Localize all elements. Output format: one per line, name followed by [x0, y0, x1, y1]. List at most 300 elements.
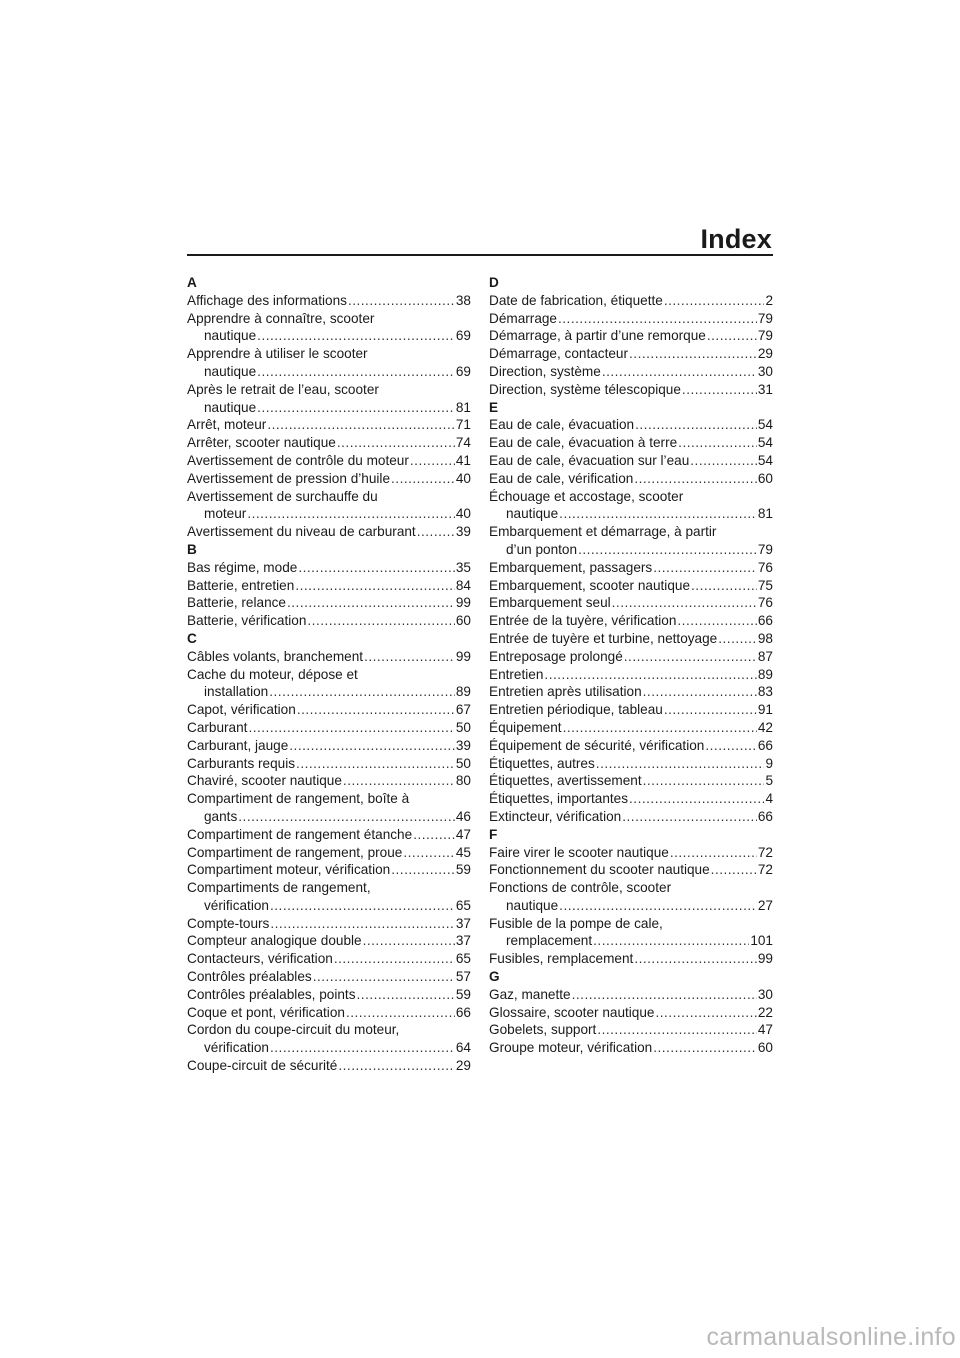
- index-page-number: 37: [455, 933, 471, 949]
- dot-leader: [343, 772, 455, 790]
- dot-leader: [248, 719, 454, 737]
- index-entry: [489, 594, 773, 612]
- index-entry-text: installation: [204, 684, 269, 700]
- index-entry: [489, 986, 773, 1004]
- index-entry-text: nautique: [506, 897, 559, 913]
- index-entry-text: Équipement: [489, 719, 562, 735]
- index-entry-text: Gaz, manette: [489, 986, 571, 1002]
- index-page-number: 81: [455, 399, 471, 415]
- index-entry: [489, 861, 773, 879]
- index-page-number: 67: [455, 702, 471, 718]
- index-page-number: 40: [455, 470, 471, 486]
- dot-leader: [348, 292, 455, 310]
- index-page-number: 39: [455, 524, 471, 540]
- index-entry-text: nautique: [204, 363, 257, 379]
- index-entry-text: Embarquement, passagers: [489, 559, 653, 575]
- index-page-number: 101: [750, 933, 773, 949]
- dot-leader: [682, 381, 757, 399]
- index-entry-text: Câbles volants, branchement: [187, 648, 364, 664]
- index-letter-heading: G: [489, 969, 500, 985]
- index-entry: [489, 470, 773, 488]
- index-entry-text: Étiquettes, autres: [489, 755, 595, 771]
- index-entry: [489, 612, 773, 630]
- index-entry-text: Carburant, jauge: [187, 737, 289, 753]
- dot-leader: [643, 772, 765, 790]
- index-page-number: 46: [455, 808, 471, 824]
- index-entry: [489, 719, 773, 737]
- index-page-number: 54: [757, 417, 773, 433]
- index-entry-text: Direction, système: [489, 363, 601, 379]
- index-entry: [187, 523, 471, 541]
- index-entry: [187, 737, 471, 755]
- index-page-number: 99: [455, 648, 471, 664]
- dot-leader: [622, 808, 757, 826]
- dot-leader: [410, 452, 455, 470]
- dot-leader: [559, 897, 757, 915]
- index-entry-text: Glossaire, scooter nautique: [489, 1004, 655, 1020]
- index-entry: [489, 1039, 773, 1057]
- dot-leader: [337, 434, 455, 452]
- index-letter-heading: E: [489, 399, 499, 415]
- index-entry-text: Batterie, vérification: [187, 613, 307, 629]
- dot-leader: [629, 345, 757, 363]
- index-entry: [489, 950, 773, 968]
- index-entry: [187, 879, 471, 915]
- index-entry-text: Capot, vérification: [187, 702, 296, 718]
- index-entry: [187, 1021, 471, 1057]
- index-entry-text: Fonctionnement du scooter nautique: [489, 862, 710, 878]
- index-entry-text: Affichage des informations: [187, 292, 347, 308]
- index-entry: [187, 452, 471, 470]
- dot-leader: [391, 861, 455, 879]
- dot-leader: [707, 327, 757, 345]
- index-page-number: 74: [455, 435, 471, 451]
- dot-leader: [338, 1057, 455, 1075]
- index-page-number: 42: [757, 719, 773, 735]
- index-page-number: 2: [765, 292, 773, 308]
- index-page-number: 60: [757, 1040, 773, 1056]
- index-entry-text: gants: [204, 808, 238, 824]
- index-entry-text: Direction, système télescopique: [489, 381, 681, 397]
- index-entry-text: nautique: [204, 399, 257, 415]
- index-entry-text: Cordon du coupe-circuit du moteur,: [187, 1022, 400, 1038]
- index-entry: [489, 772, 773, 790]
- index-entry: [187, 310, 471, 346]
- index-page-number: 37: [455, 915, 471, 931]
- index-page-number: 65: [455, 897, 471, 913]
- dot-leader: [413, 826, 455, 844]
- index-entry: [187, 612, 471, 630]
- index-entry-text: Compartiment de rangement étanche: [187, 826, 413, 842]
- index-page-number: 99: [757, 951, 773, 967]
- dot-leader: [270, 1039, 455, 1057]
- index-entry-text: Entretien: [489, 666, 544, 682]
- index-entry-text: Cache du moteur, dépose et: [187, 666, 358, 682]
- dot-leader: [670, 844, 757, 862]
- dot-leader: [270, 897, 455, 915]
- index-entry-text: Bas régime, mode: [187, 559, 298, 575]
- index-column-right: [489, 274, 773, 1057]
- index-page-number: 99: [455, 595, 471, 611]
- index-entry-text: Batterie, relance: [187, 595, 286, 611]
- index-entry: [187, 950, 471, 968]
- index-page-number: 66: [757, 737, 773, 753]
- dot-leader: [257, 327, 455, 345]
- index-page-number: 60: [757, 470, 773, 486]
- index-page-number: 41: [455, 452, 471, 468]
- index-entry-text: Coque et pont, vérification: [187, 1004, 345, 1020]
- index-entry: [187, 826, 471, 844]
- index-entry: [187, 345, 471, 381]
- index-entry-text: Gobelets, support: [489, 1022, 597, 1038]
- index-page-number: 84: [455, 577, 471, 593]
- index-page-number: 75: [757, 577, 773, 593]
- index-entry-text: Équipement de sécurité, vérification: [489, 737, 705, 753]
- index-entry-text: remplacement: [506, 933, 593, 949]
- index-entry: [187, 861, 471, 879]
- dot-leader: [664, 292, 765, 310]
- dot-leader: [653, 559, 757, 577]
- dot-leader: [559, 505, 757, 523]
- index-entry: [187, 844, 471, 862]
- index-page-number: 79: [757, 310, 773, 326]
- index-entry: [187, 986, 471, 1004]
- index-entry-text: Entretien après utilisation: [489, 684, 642, 700]
- index-entry: [489, 648, 773, 666]
- index-page-number: 66: [757, 808, 773, 824]
- index-entry: [489, 577, 773, 595]
- index-entry-text: Coupe-circuit de sécurité: [187, 1058, 338, 1074]
- index-entry: [489, 790, 773, 808]
- index-entry: [489, 808, 773, 826]
- index-entry: [187, 666, 471, 702]
- index-entry: [187, 648, 471, 666]
- index-entry: [187, 932, 471, 950]
- dot-leader: [596, 755, 765, 773]
- index-entry-text: Entreposage prolongé: [489, 648, 623, 664]
- dot-leader: [635, 416, 757, 434]
- index-entry: [187, 772, 471, 790]
- index-page-number: 80: [455, 773, 471, 789]
- watermark: carmanualsonline.info: [706, 1323, 956, 1351]
- index-page-number: 91: [757, 702, 773, 718]
- dot-leader: [612, 594, 757, 612]
- index-entry-text: Étiquettes, importantes: [489, 791, 629, 807]
- index-entry: [187, 470, 471, 488]
- index-entry-text: Démarrage: [489, 310, 557, 326]
- index-page-number: 60: [455, 613, 471, 629]
- index-entry-text: Contrôles préalables, points: [187, 986, 356, 1002]
- index-page-number: 31: [757, 381, 773, 397]
- index-entry: [187, 559, 471, 577]
- index-page-number: 35: [455, 559, 471, 575]
- index-page-number: 69: [455, 363, 471, 379]
- dot-leader: [655, 1004, 756, 1022]
- index-page-number: 50: [455, 719, 471, 735]
- index-entry: [187, 701, 471, 719]
- index-page-number: 72: [757, 844, 773, 860]
- index-entry-text: Démarrage, à partir d’une remorque: [489, 328, 706, 344]
- dot-leader: [269, 683, 455, 701]
- index-page-number: 72: [757, 862, 773, 878]
- index-letter-heading: A: [187, 275, 197, 290]
- index-entry-text: Apprendre à connaître, scooter: [187, 310, 375, 326]
- index-entry-text: Contacteurs, vérification: [187, 951, 333, 967]
- index-entry-text: Embarquement, scooter nautique: [489, 577, 691, 593]
- dot-leader: [363, 932, 455, 950]
- index-entry: [489, 523, 773, 559]
- index-entry: [187, 968, 471, 986]
- index-entry: [187, 790, 471, 826]
- index-entry: [489, 381, 773, 399]
- index-entry: [187, 1057, 471, 1075]
- dot-leader: [558, 310, 757, 328]
- index-page-number: 57: [455, 969, 471, 985]
- index-page-number: 89: [455, 684, 471, 700]
- dot-leader: [307, 612, 454, 630]
- dot-leader: [257, 363, 455, 381]
- index-page-number: 4: [765, 791, 773, 807]
- index-entry-text: Entrée de tuyère et turbine, nettoyage: [489, 630, 718, 646]
- index-entry: [187, 416, 471, 434]
- index-entry-text: Arrêter, scooter nautique: [187, 435, 336, 451]
- dot-leader: [690, 452, 757, 470]
- dot-leader: [298, 559, 455, 577]
- index-entry: [187, 381, 471, 417]
- index-page-number: 98: [757, 630, 773, 646]
- dot-leader: [346, 1004, 455, 1022]
- index-entry: [187, 292, 471, 310]
- index-entry: [489, 363, 773, 381]
- index-page-number: 50: [455, 755, 471, 771]
- dot-leader: [238, 808, 455, 826]
- index-entry-text: Compartiment moteur, vérification: [187, 862, 391, 878]
- dot-leader: [718, 630, 757, 648]
- index-page-number: 9: [765, 755, 773, 771]
- dot-leader: [678, 434, 757, 452]
- index-entry-text: Compartiment de rangement, boîte à: [187, 791, 410, 807]
- index-page-number: 69: [455, 328, 471, 344]
- dot-leader: [711, 861, 757, 879]
- dot-leader: [334, 950, 455, 968]
- index-page-number: 79: [757, 541, 773, 557]
- index-page-number: 5: [765, 773, 773, 789]
- index-entry: [489, 844, 773, 862]
- index-page-number: 65: [455, 951, 471, 967]
- dot-leader: [313, 968, 455, 986]
- index-entry: [489, 416, 773, 434]
- dot-leader: [629, 790, 764, 808]
- index-entry-text: Avertissement de pression d’huile: [187, 470, 391, 486]
- index-entry: [489, 915, 773, 951]
- index-entry-text: moteur: [204, 506, 247, 522]
- index-entry: [489, 434, 773, 452]
- dot-leader: [624, 648, 757, 666]
- index-page-number: 38: [455, 292, 471, 308]
- index-entry-text: Étiquettes, avertissement: [489, 773, 642, 789]
- index-entry-text: d’un ponton: [506, 541, 578, 557]
- dot-leader: [634, 950, 757, 968]
- dot-leader: [544, 666, 756, 684]
- index-letter-heading: C: [187, 630, 197, 646]
- index-entry: [187, 577, 471, 595]
- index-page-number: 29: [757, 346, 773, 362]
- index-entry-text: nautique: [506, 506, 559, 522]
- dot-leader: [593, 932, 749, 950]
- dot-leader: [270, 915, 455, 933]
- index-page-number: 29: [455, 1058, 471, 1074]
- index-entry: [187, 488, 471, 524]
- index-entry-text: Fusibles, remplacement: [489, 951, 634, 967]
- dot-leader: [295, 577, 455, 595]
- index-entry: [489, 1004, 773, 1022]
- index-page-number: 30: [757, 363, 773, 379]
- dot-leader: [297, 701, 455, 719]
- index-page-number: 76: [757, 595, 773, 611]
- dot-leader: [257, 399, 455, 417]
- index-entry: [187, 594, 471, 612]
- dot-leader: [677, 612, 756, 630]
- dot-leader: [417, 523, 455, 541]
- index-page-number: 87: [757, 648, 773, 664]
- index-entry: [187, 755, 471, 773]
- index-entry: [489, 310, 773, 328]
- index-entry-text: Eau de cale, évacuation à terre: [489, 435, 678, 451]
- dot-leader: [287, 594, 455, 612]
- index-page-number: 27: [757, 897, 773, 913]
- index-entry-text: Compartiments de rangement,: [187, 880, 371, 896]
- index-entry: [187, 1004, 471, 1022]
- dot-leader: [691, 577, 757, 595]
- index-entry-text: Compteur analogique double: [187, 933, 362, 949]
- index-page-number: 22: [757, 1004, 773, 1020]
- index-page-number: 54: [757, 435, 773, 451]
- index-entry: [489, 666, 773, 684]
- dot-leader: [391, 470, 455, 488]
- index-page-number: 40: [455, 506, 471, 522]
- index-page-number: 45: [455, 844, 471, 860]
- index-entry-text: Eau de cale, évacuation: [489, 417, 635, 433]
- index-page-number: 47: [455, 826, 471, 842]
- index-entry-text: Groupe moteur, vérification: [489, 1040, 653, 1056]
- dot-leader: [364, 648, 455, 666]
- index-page-number: 66: [757, 613, 773, 629]
- index-entry: [187, 719, 471, 737]
- index-entry: [489, 683, 773, 701]
- index-entry-text: Échouage et accostage, scooter: [489, 488, 684, 504]
- index-entry-text: Carburant: [187, 719, 248, 735]
- dot-leader: [602, 363, 757, 381]
- page-title: Index: [700, 224, 772, 254]
- dot-leader: [357, 986, 455, 1004]
- index-entry: [187, 915, 471, 933]
- dot-leader: [597, 1021, 757, 1039]
- index-entry-text: Entrée de la tuyère, vérification: [489, 613, 677, 629]
- index-page-number: 79: [757, 328, 773, 344]
- index-entry: [489, 488, 773, 524]
- index-page-number: 71: [455, 417, 471, 433]
- dot-leader: [664, 701, 757, 719]
- index-entry: [187, 434, 471, 452]
- index-entry: [489, 737, 773, 755]
- index-column-left: [187, 274, 471, 1075]
- index-page-number: 54: [757, 452, 773, 468]
- dot-leader: [572, 986, 757, 1004]
- index-entry-text: Eau de cale, évacuation sur l’eau: [489, 452, 690, 468]
- index-entry: [489, 292, 773, 310]
- index-entry: [489, 630, 773, 648]
- index-entry-text: Extincteur, vérification: [489, 808, 622, 824]
- index-entry: [489, 452, 773, 470]
- index-entry-text: Date de fabrication, étiquette: [489, 292, 663, 308]
- index-entry-text: Après le retrait de l’eau, scooter: [187, 381, 379, 397]
- dot-leader: [705, 737, 757, 755]
- index-entry: [489, 327, 773, 345]
- index-entry-text: Embarquement seul: [489, 595, 611, 611]
- index-entry-text: Arrêt, moteur: [187, 417, 267, 433]
- index-entry-text: Apprendre à utiliser le scooter: [187, 346, 368, 362]
- dot-leader: [643, 683, 757, 701]
- index-entry-text: Démarrage, contacteur: [489, 346, 629, 362]
- index-page-number: 64: [455, 1040, 471, 1056]
- index-entry-text: Contrôles préalables: [187, 969, 312, 985]
- dot-leader: [267, 416, 455, 434]
- index-letter-heading: D: [489, 275, 499, 290]
- dot-leader: [403, 844, 455, 862]
- index-entry-text: Carburants requis: [187, 755, 296, 771]
- index-entry-text: nautique: [204, 328, 257, 344]
- dot-leader: [563, 719, 757, 737]
- index-entry-text: Eau de cale, vérification: [489, 470, 634, 486]
- dot-leader: [289, 737, 455, 755]
- index-entry-text: Chaviré, scooter nautique: [187, 773, 342, 789]
- dot-leader: [634, 470, 757, 488]
- index-entry: [489, 345, 773, 363]
- index-page-number: 47: [757, 1022, 773, 1038]
- index-page-number: 39: [455, 737, 471, 753]
- index-page-number: 81: [757, 506, 773, 522]
- dot-leader: [653, 1039, 757, 1057]
- index-entry: [489, 559, 773, 577]
- index-entry-text: Fusible de la pompe de cale,: [489, 915, 663, 931]
- index-page-number: 83: [757, 684, 773, 700]
- index-page-number: 30: [757, 986, 773, 1002]
- index-entry-text: Avertissement de surchauffe du: [187, 488, 378, 504]
- index-entry-text: Avertissement de contrôle du moteur: [187, 452, 409, 468]
- index-entry-text: Compte-tours: [187, 915, 270, 931]
- index-entry-text: Avertissement du niveau de carburant: [187, 524, 416, 540]
- index-entry: [489, 1021, 773, 1039]
- index-entry: [489, 879, 773, 915]
- dot-leader: [578, 541, 757, 559]
- index-letter-heading: B: [187, 541, 197, 557]
- index-entry-text: Faire virer le scooter nautique: [489, 844, 669, 860]
- index-page-number: 59: [455, 862, 471, 878]
- index-page-number: 76: [757, 559, 773, 575]
- index-page-number: 66: [455, 1004, 471, 1020]
- index-entry-text: Batterie, entretien: [187, 577, 295, 593]
- index-entry-text: Compartiment de rangement, proue: [187, 844, 403, 860]
- dot-leader: [296, 755, 455, 773]
- index-entry-text: Entretien périodique, tableau: [489, 702, 663, 718]
- index-letter-heading: F: [489, 826, 498, 842]
- dot-leader: [247, 505, 455, 523]
- index-page-number: 89: [757, 666, 773, 682]
- index-entry-text: vérification: [204, 1040, 269, 1056]
- title-rule: [187, 254, 773, 256]
- index-entry-text: Embarquement et démarrage, à partir: [489, 524, 717, 540]
- index-entry-text: Fonctions de contrôle, scooter: [489, 880, 672, 896]
